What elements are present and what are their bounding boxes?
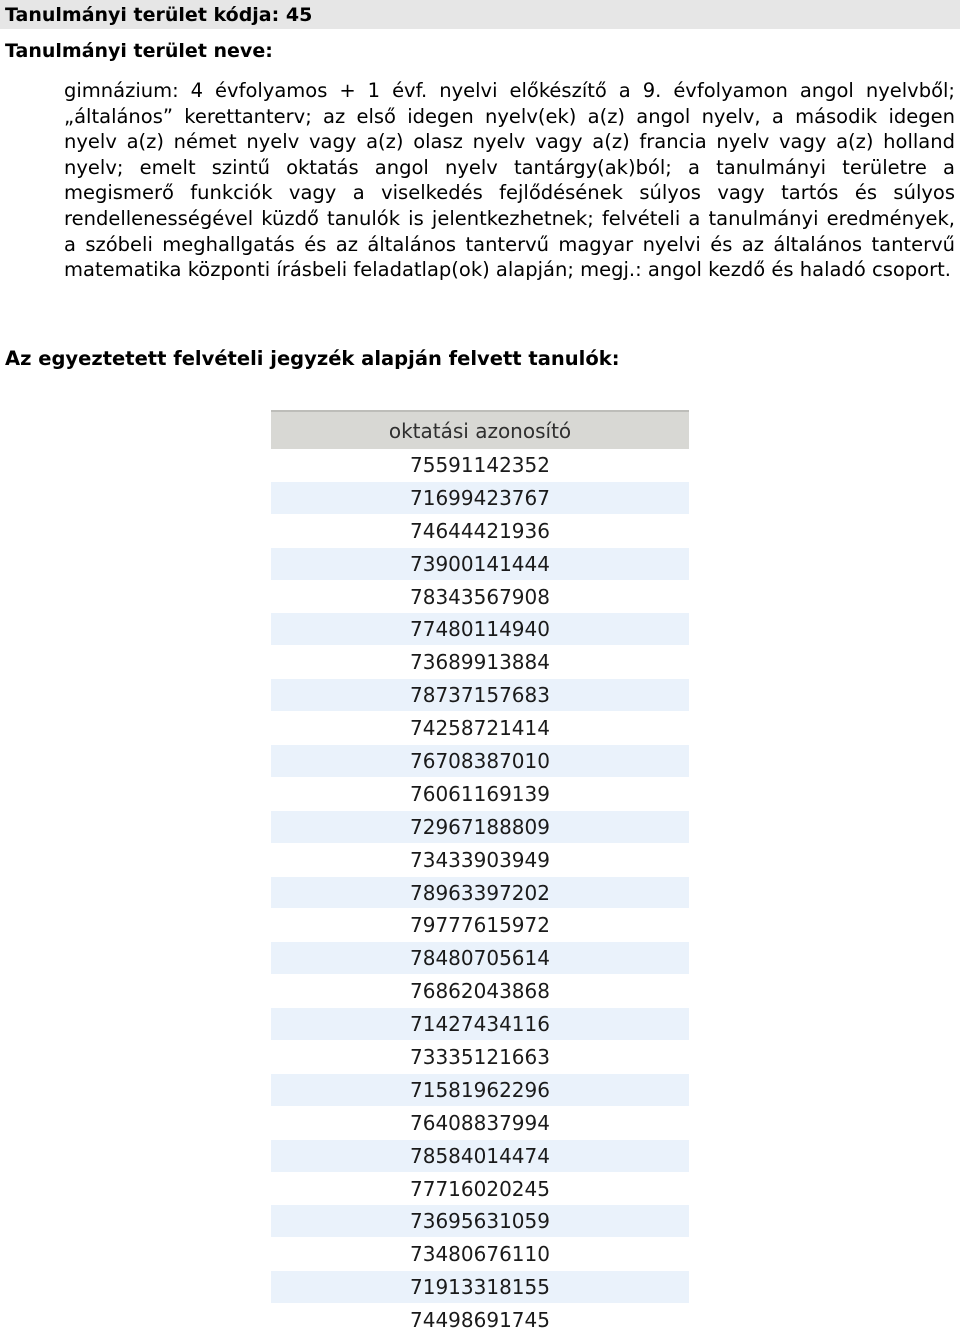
student-id-cell: 76408837994 (271, 1106, 689, 1139)
student-id-cell: 73689913884 (271, 646, 689, 679)
student-id-cell: 73480676110 (271, 1238, 689, 1271)
table-row (271, 514, 689, 547)
area-code-title: Tanulmányi terület kódja: 45 (5, 4, 313, 26)
area-description: gimnázium: 4 évfolyamos + 1 évf. nyelvi előkészítő a 9. évfolyamon angol nyelvből; „általános” kerettanterv; az első idegen nyelv(ek) a(z) angol nyelv, a második idegen nyelv a(z) német nyelv vagy a(z) olasz nyelv vagy a(z) francia nyelv vagy a(z) holland nyelv; emelt szintű oktatás angol nyelv tantárgy(ak)ból; a tanulmányi területre a megismerő funkciók vagy a viselkedés fejlődésének súlyos vagy tartós és súlyos rendellenességével küzdő tanulók is jelentkezhetnek; felvételi a tanulmányi eredmények, a szóbeli meghallgatás és az általános tantervű magyar nyelvi és az általános tantervű matematika központi írásbeli feladatlap(ok) alapján; megj.: angol kezdő és haladó csoport. (64, 79, 955, 282)
student-id-cell: 76061169139 (271, 777, 689, 810)
table-header-row (271, 411, 689, 449)
table-row (271, 777, 689, 810)
admitted-students-heading: Az egyeztetett felvételi jegyzék alapján felvett tanulók: (5, 347, 620, 370)
student-id-cell: 73695631059 (271, 1205, 689, 1238)
student-id-cell: 78737157683 (271, 679, 689, 712)
table-row (271, 646, 689, 679)
table-row (271, 810, 689, 843)
table-row (271, 1041, 689, 1074)
student-id-cell: 73900141444 (271, 547, 689, 580)
table-row (271, 481, 689, 514)
table-row (271, 1205, 689, 1238)
student-id-cell: 79777615972 (271, 909, 689, 942)
student-id-cell: 74644421936 (271, 514, 689, 547)
student-id-cell: 74498691745 (271, 1304, 689, 1337)
table-row (271, 712, 689, 745)
student-id-cell: 73335121663 (271, 1041, 689, 1074)
student-id-cell: 71581962296 (271, 1073, 689, 1106)
student-id-cell: 73433903949 (271, 843, 689, 876)
student-id-cell: 76708387010 (271, 745, 689, 778)
student-id-cell: 78584014474 (271, 1139, 689, 1172)
table-row (271, 1238, 689, 1271)
table-row (271, 1008, 689, 1041)
table-row (271, 745, 689, 778)
student-id-cell: 72967188809 (271, 810, 689, 843)
table-row (271, 1304, 689, 1337)
admitted-students-table (271, 410, 689, 1337)
table-row (271, 580, 689, 613)
student-id-cell: 77480114940 (271, 613, 689, 646)
table-row (271, 843, 689, 876)
table-row (271, 1172, 689, 1205)
student-id-cell: 78480705614 (271, 942, 689, 975)
student-id-cell: 78963397202 (271, 876, 689, 909)
table-body (271, 449, 689, 1337)
column-header-id: oktatási azonosító (271, 411, 689, 449)
table-row (271, 613, 689, 646)
table-row (271, 1139, 689, 1172)
table-row (271, 942, 689, 975)
area-name-label: Tanulmányi terület neve: (5, 40, 273, 62)
table-row (271, 876, 689, 909)
table-row (271, 1073, 689, 1106)
table-row (271, 1106, 689, 1139)
table-row (271, 679, 689, 712)
student-id-cell: 75591142352 (271, 449, 689, 481)
student-id-cell: 71699423767 (271, 481, 689, 514)
table-row (271, 1271, 689, 1304)
student-id-cell: 71913318155 (271, 1271, 689, 1304)
student-id-cell: 71427434116 (271, 1008, 689, 1041)
table-row (271, 909, 689, 942)
table-row (271, 449, 689, 481)
table-row (271, 547, 689, 580)
student-id-cell: 78343567908 (271, 580, 689, 613)
table-row (271, 975, 689, 1008)
student-id-cell: 76862043868 (271, 975, 689, 1008)
student-id-cell: 74258721414 (271, 712, 689, 745)
student-id-cell: 77716020245 (271, 1172, 689, 1205)
